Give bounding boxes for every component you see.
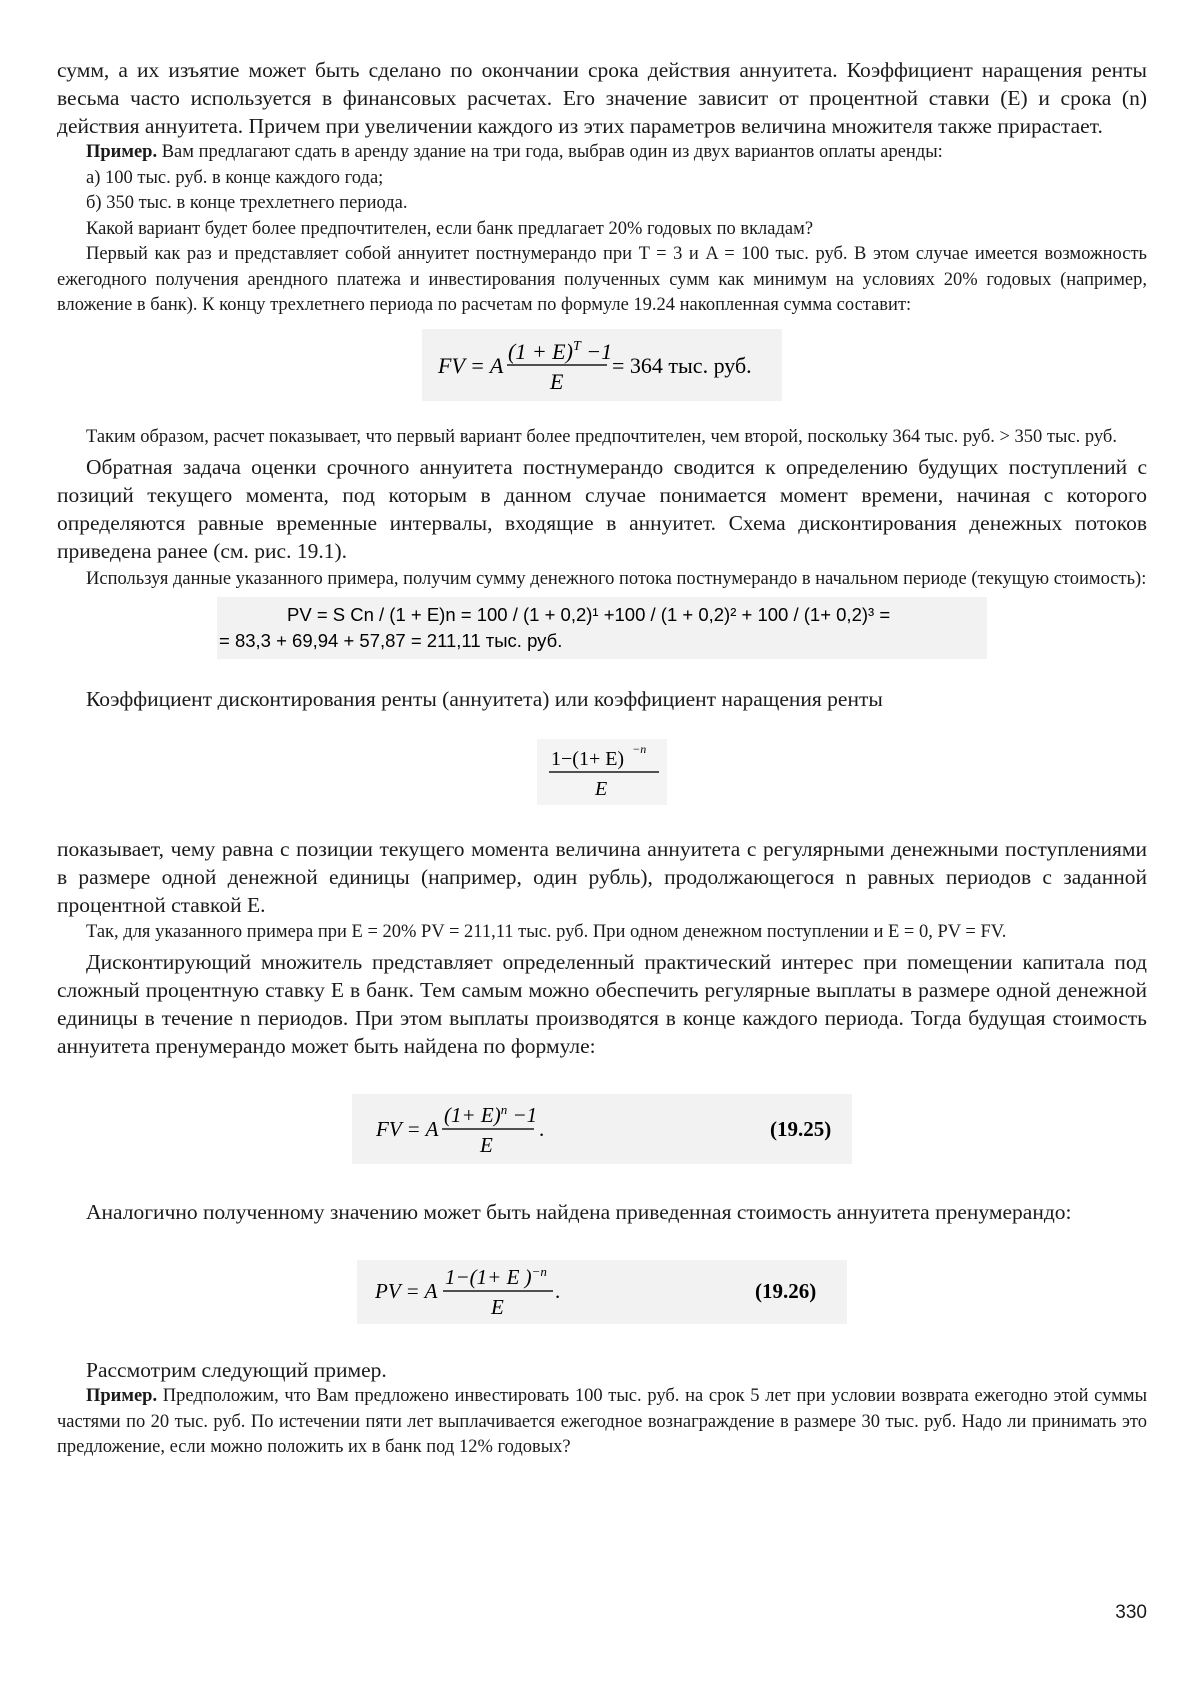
paragraph-thus: Таким образом, расчет показывает, что первый вариант более предпочтителен, чем второй, поскольку 364 тыс. руб. > 350 тыс. руб. — [86, 426, 1117, 447]
paragraph-so-example: Так, для указанного примера при E = 20% PV = 211,11 тыс. руб. При одном денежном поступлении и E = 0, PV = FV. — [86, 921, 1007, 942]
formula-lhs: PV = A — [375, 1279, 438, 1303]
paragraph-shows: показывает, чему равна с позиции текущего момента величина аннуитета с регулярными денежными поступлениями в размере одной денежной единицы (например, один рубль), продолжающегося n равных периодов с заданной процентной ставкой E. — [57, 836, 1147, 917]
option-a: а) 100 тыс. руб. в конце каждого года; — [86, 167, 384, 188]
formula-19-26 — [357, 1260, 847, 1324]
formula-pv-line1: PV = S Cn / (1 + E)n = 100 / (1 + 0,2)¹ +100 / (1 + 0,2)² + 100 / (1+ 0,2)³ = — [287, 603, 891, 625]
formula-pv-sum — [217, 597, 987, 659]
formula-number: (19.26) — [755, 1279, 817, 1303]
paragraph-rent-coefficient: сумм, а их изъятие может быть сделано по окончании срока действия аннуитета. Коэффициент наращения ренты весьма часто используется в финансовых расчетах. Его значение зависит от процентной ставки (E) и срока (n) действия аннуитета. Причем при увеличении каждого из этих параметров величина множителя также прирастает. — [57, 58, 1147, 138]
formula-denominator: E — [550, 368, 564, 394]
paragraph-inverse-task: Обратная задача оценки срочного аннуитета постнумерандо сводится к определению будущих поступлений с позиций текущего момента, под которым в данном случае понимается момент времени, начиная с которого определяются равные временные интервалы, входящие в аннуитет. Схема дисконтирования денежных потоков приведена ранее (см. рис. 19.1). — [57, 455, 1147, 563]
formula-denominator: E — [491, 1295, 504, 1319]
paragraph-using-data: Используя данные указанного примера, получим сумму денежного потока постнумерандо в начальном периоде (текущую стоимость): — [86, 569, 1147, 589]
formula-denominator: E — [595, 777, 608, 800]
paragraph-first-variant: Первый как раз и представляет собой аннуитет постнумерандо при T = 3 и A = 100 тыс. руб. В этом случае имеется возможность ежегодного получения арендного платежа и инвестирования полученных сумм как минимум на условиях 20% годовых (например, вложение в банк). К концу трехлетнего периода по расчетам по формуле 19.24 накопленная сумма составит: — [57, 244, 1147, 315]
formula-discount-factor — [537, 739, 667, 805]
example-1 — [57, 140, 1147, 166]
option-b: б) 350 тыс. в конце трехлетнего периода. — [86, 193, 408, 213]
page-content — [57, 56, 1147, 1461]
formula-rhs: = 364 тыс. руб. — [612, 352, 752, 378]
example-label: Пример. — [86, 1386, 158, 1406]
paragraph-consider: Рассмотрим следующий пример. — [86, 1358, 387, 1382]
paragraph-analogous: Аналогично полученному значению может быть найдена приведенная стоимость аннуитета пренумерандо: — [86, 1200, 1072, 1224]
formula-numerator: 1−(1+ E )$^{-n}$ — [445, 1264, 547, 1289]
formula-number: (19.25) — [770, 1117, 832, 1141]
formula-fv-364 — [422, 329, 782, 401]
example-text: Предположим, что Вам предложено инвестировать 100 тыс. руб. на срок 5 лет при условии возврата ежегодно этой суммы частями по 20 тыс. руб. По истечении пяти лет выплачивается ежегодное вознаграждение в размере 30 тыс. руб. Надо ли принимать это предложение, если можно положить их в банк под 12% годовых? — [57, 1386, 1147, 1457]
formula-denominator: E — [480, 1133, 493, 1157]
formula-numerator: $(1 + E)^T -1$ — [508, 338, 613, 364]
formula-lhs: FV = A — [438, 352, 504, 378]
formula-numerator: 1−(1+ E) $^{-n}$ — [551, 741, 647, 770]
formula-19-25 — [352, 1094, 852, 1164]
formula-lhs: FV = A — [376, 1117, 439, 1141]
formula-dot: . — [539, 1117, 545, 1141]
paragraph-discount-multiplier: Дисконтирующий множитель представляет определенный практический интерес при помещении капитала под сложный процентную ставку E в банк. Тем самым можно обеспечить регулярные выплаты в размере одной денежной единицы в течение n периодов. При этом выплаты производятся в конце каждого периода. Тогда будущая стоимость аннуитета пренумерандо может быть найдена по формуле: — [57, 950, 1147, 1058]
formula-numerator: $(1+ E)^n -1$ — [444, 1102, 538, 1127]
question-1: Какой вариант будет более предпочтителен, если банк предлагает 20% годовых по вкладам? — [86, 218, 814, 239]
page-number: 330 — [1115, 1602, 1147, 1623]
example-label: Пример. — [86, 142, 158, 162]
paragraph-discount-coefficient: Коэффициент дисконтирования ренты (аннуитета) или коэффициент наращения ренты — [86, 686, 883, 711]
formula-dot: . — [555, 1279, 561, 1303]
example-text: Вам предлагают сдать в аренду здание на три года, выбрав один из двух вариантов оплаты аренды: — [157, 142, 943, 162]
example-2 — [57, 1384, 1147, 1461]
formula-pv-line2: = 83,3 + 69,94 + 57,87 = 211,11 тыс. руб. — [219, 629, 563, 651]
